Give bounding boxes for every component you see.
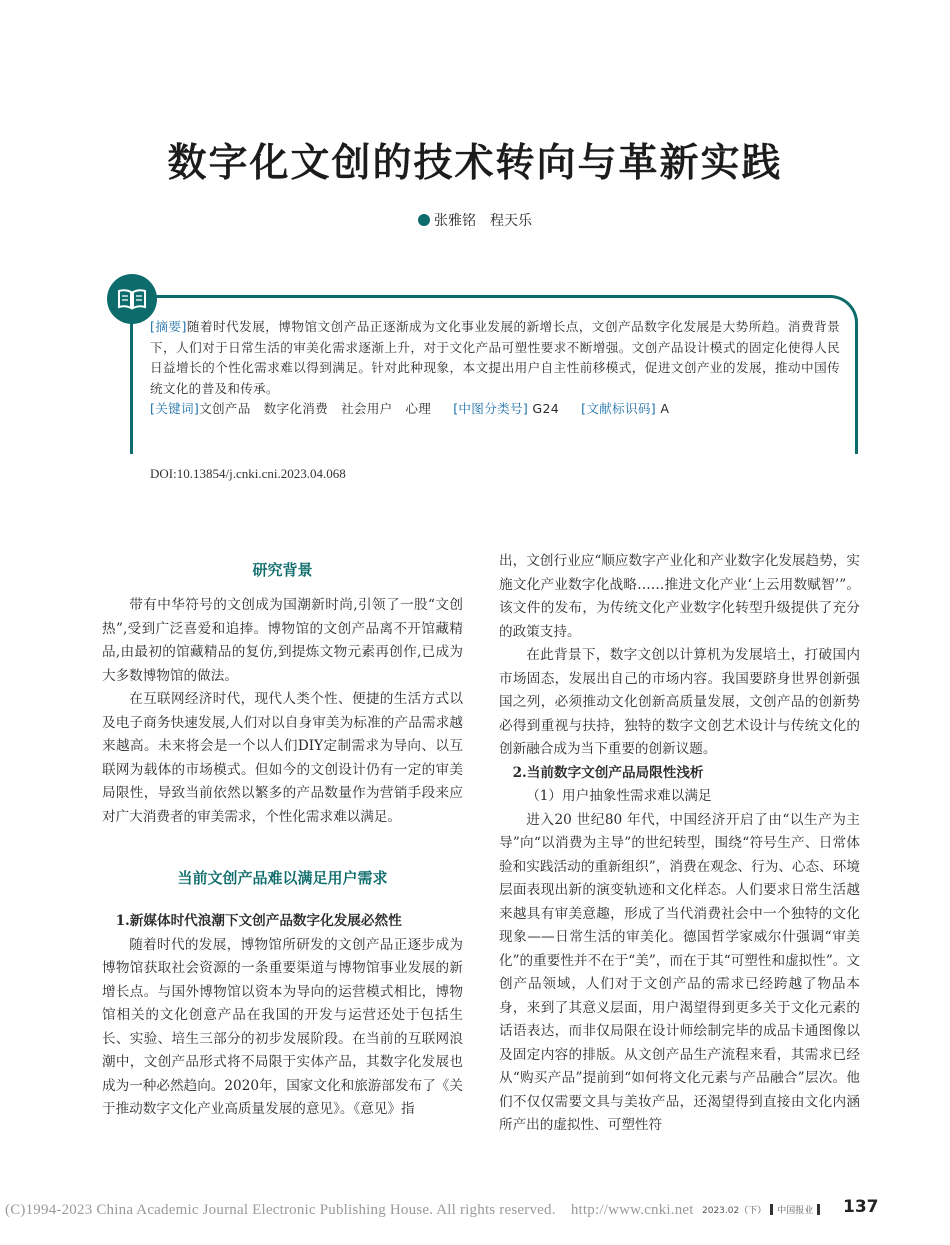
keywords-text: 文创产品 数字化消费 社会用户 心理 (199, 401, 432, 417)
clc-tag: [中图分类号] (453, 401, 529, 417)
abstract-text: 随着时代发展，博物馆文创产品正逐渐成为文化事业发展的新增长点，文创产品数字化发展是大势所趋。消费背景下，人们对于日常生活的审美化需求逐渐上升，对于文化产品可塑性要求不断增强。文创产品设计模式的固定化使得人民日益增长的个性化需求难以得到满足。针对此种现象，本文提出用户自主性前移模式，促进文创产业的发展，推动中国传统文化的普及和传承。 (150, 319, 841, 396)
authors-text: 张雅铭 程天乐 (434, 213, 532, 229)
abstract-frame-left-rule (130, 318, 133, 454)
paragraph: 随着时代的发展，博物馆所研发的文创产品正逐步成为博物馆获取社会资源的一条重要渠道与博物馆事业发展的新增长点。与国外博物馆以资本为导向的运营模式相比，博物馆相关的文化创意产品在我国的开发与运营还处于包括生长、实验、培生三部分的初步发展阶段。在当前的互联网浪潮中，文创产品形式将不局限于实体产品，其数字化发展也成为一种必然趋向。2020年，国家文化和旅游部发布了《关于推动数字文化产业高质量发展的意见》。《意见》指 (102, 936, 463, 1117)
article-authors (0, 210, 950, 230)
subsection-heading: 2.当前数字文创产品局限性浅析 (512, 764, 704, 781)
clc-value: G24 (532, 401, 560, 417)
section-heading-user-needs: 当前文创产品难以满足用户需求 (177, 869, 388, 887)
keywords-line (150, 399, 840, 420)
paragraph: 在互联网经济时代，现代人类个性、便捷的生活方式以及电子商务快速发展,人们对以自身审美为标准的产品需求越来越高。未来将会是一个以人们DIY定制需求为导向、以互联网为载体的市场模式。但如今的文创设计仍有一定的审美局限性，导致当前依然以繁多的产品数量作为营销手段来应对广大消费者的审美需求，个性化需求难以满足。 (102, 691, 463, 825)
sub-subsection-heading: （1）用户抽象性需求难以满足 (526, 788, 712, 804)
keywords-tag: [关键词] (150, 401, 200, 417)
article-title: 数字化文创的技术转向与革新实践 (167, 141, 783, 186)
abstract-section (150, 317, 840, 420)
paragraph: 在此背景下，数字文创以计算机为发展培土，打破国内市场固态，发展出自己的市场内容。我国要跻身世界创新强国之列，必须推动文化创新高质量发展，文创产品的创新势必得到重视与扶持，独特的数字文创艺术设计与传统文化的创新融合成为当下重要的创新议题。 (499, 647, 860, 757)
section-heading-background: 研究背景 (252, 561, 313, 579)
paragraph: 进入20 世纪80 年代，中国经济开启了由“以生产为主导”向“以消费为主导”的世纪转型，围绕“符号生产、日常体验和实践活动的重新组织”，消费在观念、行为、心态、环境层面表现出新的演变轨迹和文化样态。人们要求日常生活越来越具有审美意趣，形成了当代消费社会中一个独特的文化现象——日常生活的审美化。德国哲学家威尔什强调“审美化”的重要性并不在于“美”，而在于其“可塑性和虚拟性”。文创产品领域，人们对于文创产品的需求已经跨越了物品本身，来到了其意义层面，用户渴望得到更多关于文化元素的话语表达，而非仅局限在设计师绘制完毕的成品卡通图像以及固定内容的排版。从文创产品生产流程来看，其需求已经从“购买产品”提前到“如何将文化元素与产品融合”层次。他们不仅仅需要文具与美妆产品，还渴望得到直接由文化内涵所产出的虚拟性、可塑性符 (499, 811, 860, 1133)
bullet-dot-icon (418, 214, 430, 226)
left-column (102, 550, 463, 1122)
subsection-heading: 1.新媒体时代浪潮下文创产品数字化发展必然性 (115, 913, 402, 929)
doc-code-value: A (660, 401, 670, 417)
issue-label: 2023.02（下） (702, 1206, 767, 1216)
page-number: 137 (843, 1197, 879, 1217)
doc-code-tag: [文献标识码] (581, 401, 657, 417)
abstract-tag: [摘要] (150, 319, 187, 334)
copyright-notice: (C)1994-2023 China Academic Journal Electronic Publishing House. All rights reserved. http://www.cnki.net (5, 1202, 694, 1218)
abstract-paragraph (150, 317, 840, 399)
paragraph: 带有中华符号的文创成为国潮新时尚,引领了一股“文创热”,受到广泛喜爱和追捧。博物馆的文创产品离不开馆藏精品,由最初的馆藏精品的复仿,到提炼文物元素再创作,已成为大多数博物馆的做法。 (102, 597, 463, 684)
paragraph: 出，文创行业应“顺应数字产业化和产业数字化发展趋势，实施文化产业数字化战略……推进文化产业‘上云用数赋智’”。该文件的发布，为传统文化产业数字化转型升级提供了充分的政策支持。 (499, 553, 860, 640)
journal-name: 中国报业 (777, 1206, 814, 1216)
journal-footer (702, 1203, 824, 1216)
right-column (499, 550, 860, 1138)
doi: DOI:10.13854/j.cnki.cni.2023.04.068 (150, 466, 346, 481)
